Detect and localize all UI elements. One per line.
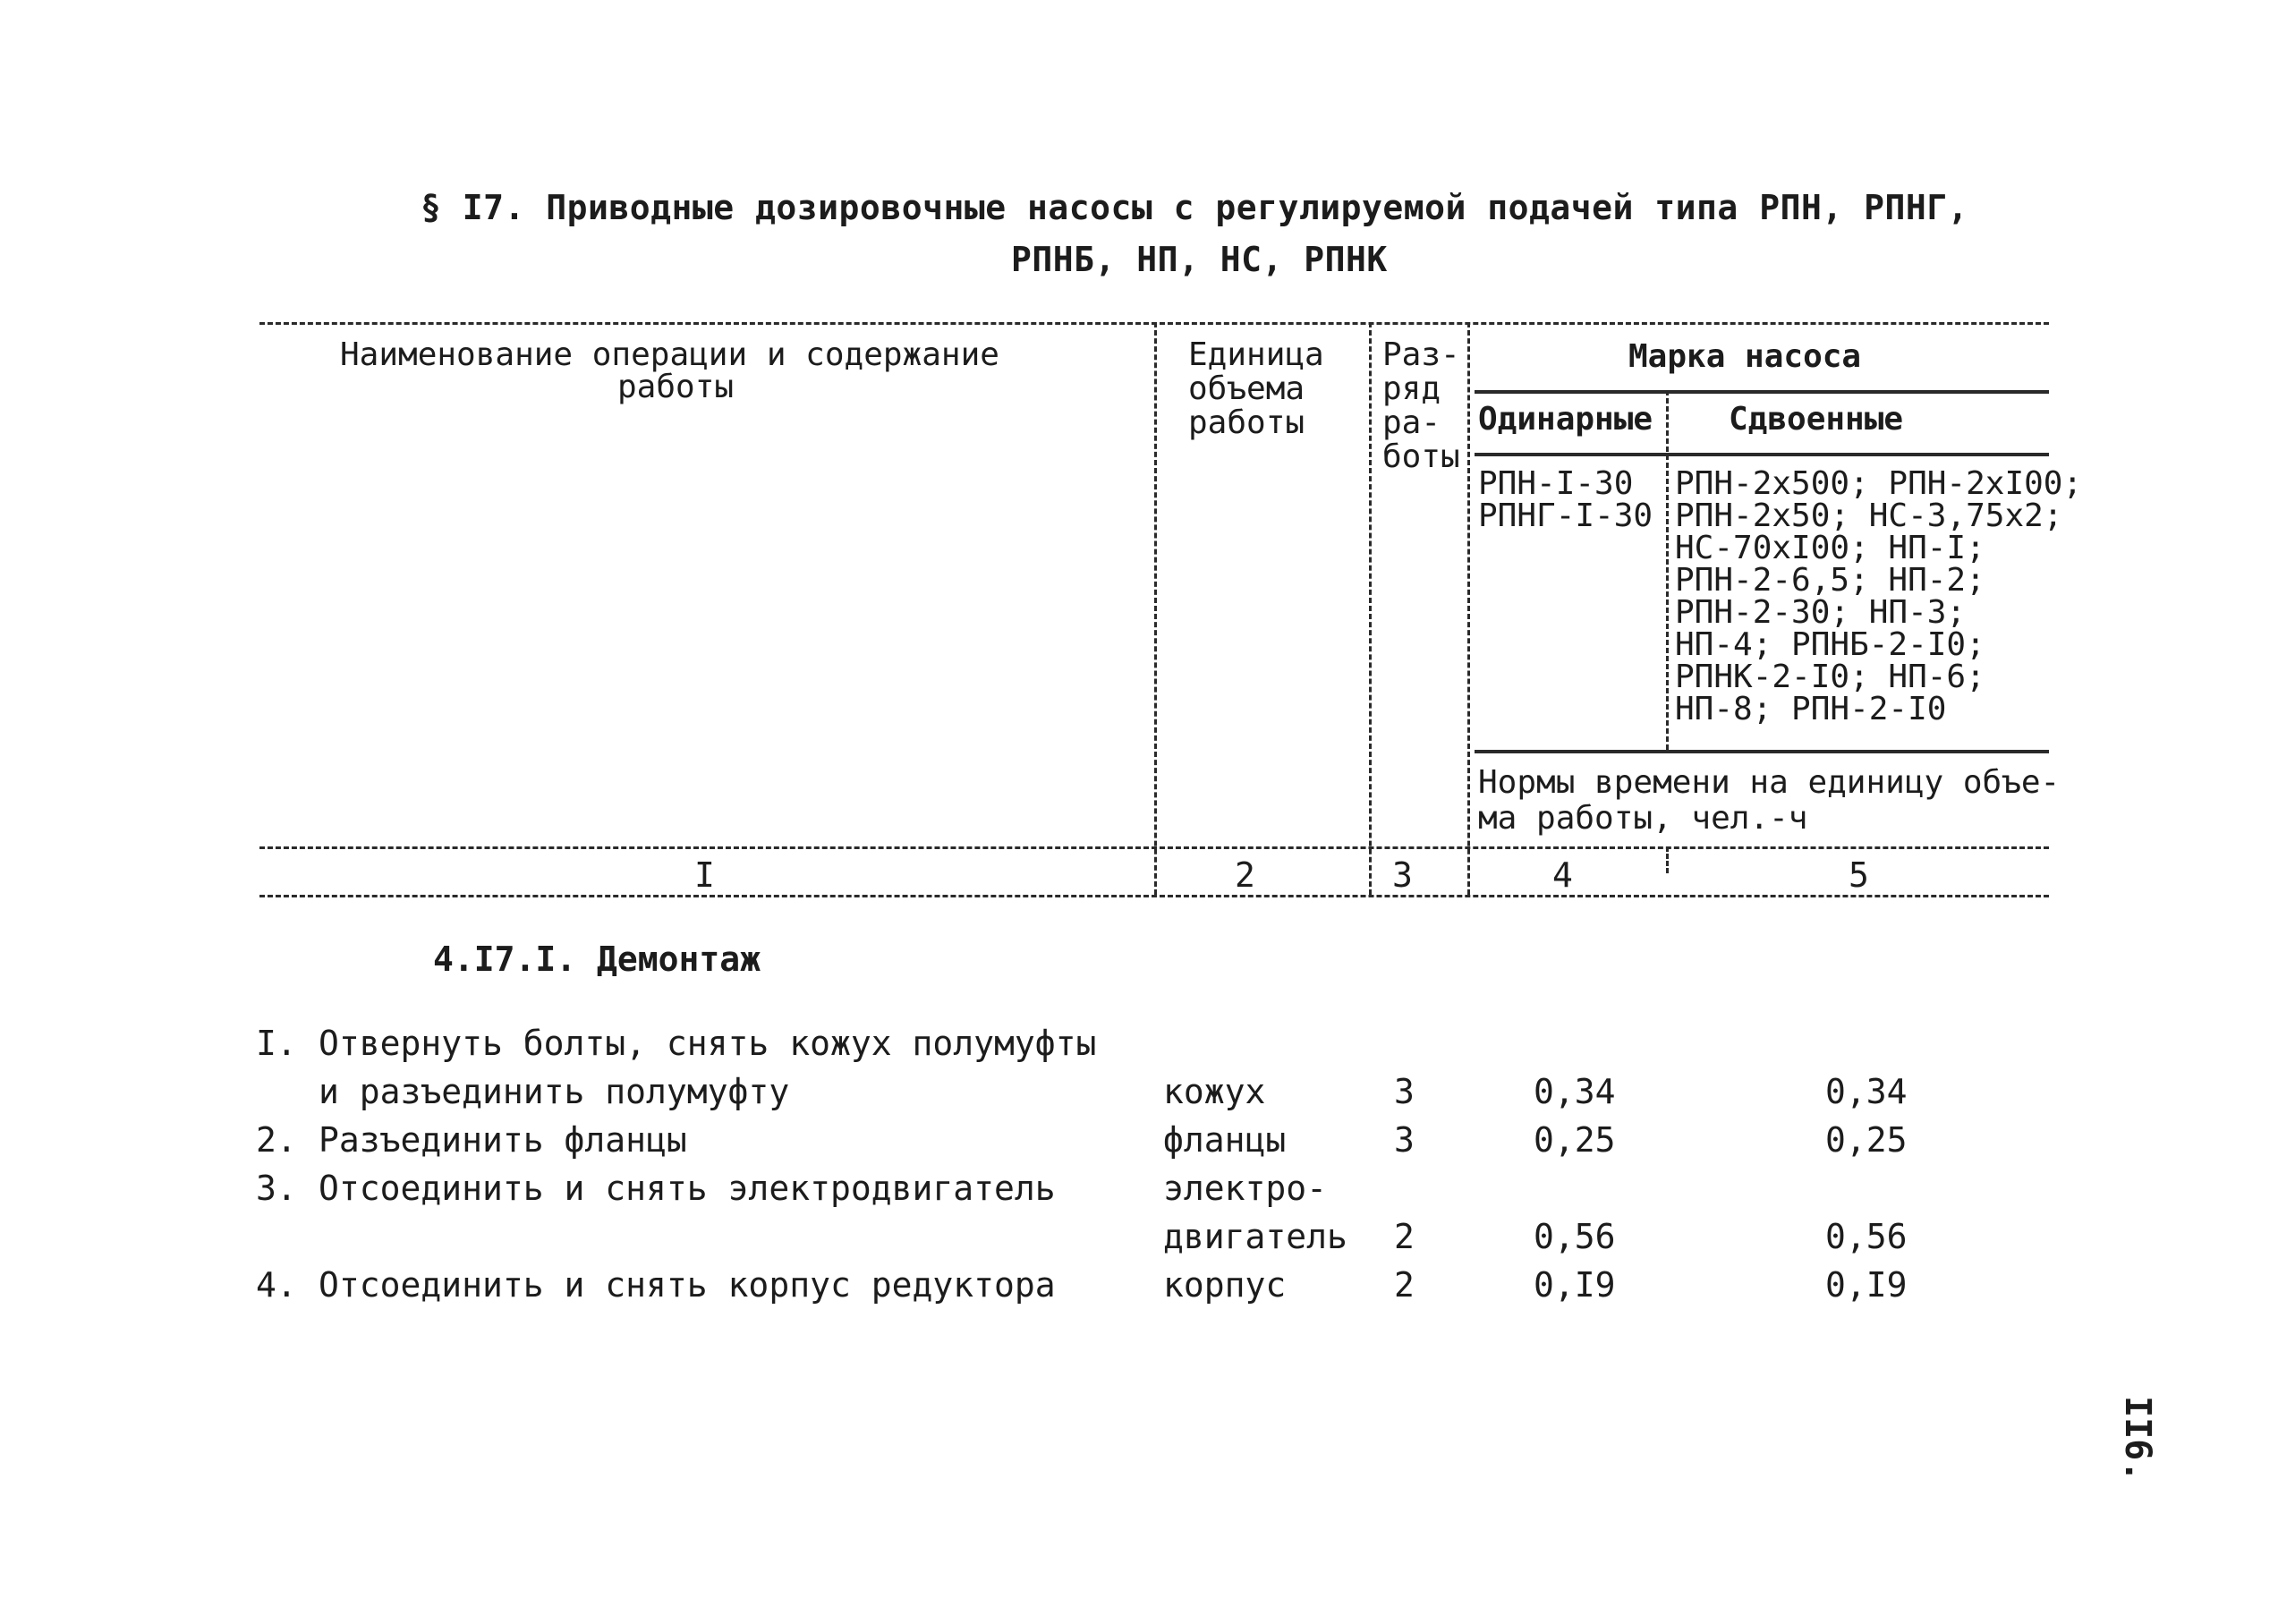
col-number-2: 2 (1235, 855, 1255, 895)
row-1-operation-line-2: и разъединить полумуфту (319, 1072, 790, 1111)
double-model-line-8: НП-8; РПН-2-I0 (1675, 691, 1947, 727)
row-1-operation-line-1: Отвернуть болты, снять кожух полумуфты (319, 1024, 1097, 1063)
row-1-unit: кожух (1163, 1072, 1266, 1111)
col-divider-1 (1154, 322, 1157, 895)
header-double: Сдвоенные (1729, 401, 1904, 438)
row-2-number: 2. (256, 1120, 297, 1160)
header-col3-line4: боты (1382, 438, 1460, 475)
row-2-operation: Разъединить фланцы (319, 1120, 687, 1160)
col-number-5: 5 (1849, 855, 1869, 895)
col-divider-4-numbers (1666, 846, 1669, 873)
col-divider-4 (1666, 390, 1669, 750)
row-4-operation: Отсоединить и снять корпус редуктора (319, 1265, 1056, 1305)
double-model-line-1: РПН-2х500; РПН-2хI00; (1675, 465, 2083, 502)
header-col2-line3: работы (1188, 404, 1305, 441)
row-3-single-norm: 0,56 (1534, 1217, 1616, 1256)
norms-line-2: ма работы, чел.-ч (1478, 800, 1808, 837)
brand-group-rule (1475, 390, 2049, 394)
header-single: Одинарные (1478, 401, 1653, 438)
col-divider-2 (1369, 322, 1372, 895)
header-col2-line1: Единица (1188, 336, 1324, 373)
col-number-4: 4 (1552, 855, 1573, 895)
double-model-line-6: НП-4; РПНБ-2-I0; (1675, 626, 1985, 663)
page-title-line-2: РПНБ, НП, НС, РПНК (1011, 240, 1388, 279)
header-col1-line1: Наименование операции и содержание (340, 336, 999, 373)
header-col2-line2: объема (1188, 370, 1305, 407)
col-number-1: I (694, 855, 715, 895)
norms-line-1: Нормы времени на единицу объе- (1478, 764, 2061, 801)
double-model-line-3: НС-70хI00; НП-I; (1675, 530, 1985, 566)
row-1-grade: 3 (1394, 1072, 1415, 1111)
single-model-1: РПН-I-30 (1478, 465, 1634, 502)
double-model-line-7: РПНК-2-I0; НП-6; (1675, 659, 1985, 695)
subheader-rule (1475, 453, 2049, 456)
row-4-double-norm: 0,I9 (1825, 1265, 1908, 1305)
row-3-number: 3. (256, 1169, 297, 1208)
double-model-line-4: РПН-2-6,5; НП-2; (1675, 562, 1985, 599)
header-col3-line2: ряд (1382, 370, 1441, 407)
header-col1-line2: работы (617, 369, 735, 405)
row-2-single-norm: 0,25 (1534, 1120, 1616, 1160)
row-3-grade: 2 (1394, 1217, 1415, 1256)
row-1-single-norm: 0,34 (1534, 1072, 1616, 1111)
models-bottom-rule (1475, 750, 2049, 753)
double-model-line-2: РПН-2х50; НС-3,75х2; (1675, 497, 2063, 534)
row-2-unit: фланцы (1163, 1120, 1287, 1160)
row-3-unit-line-2: двигатель (1163, 1217, 1347, 1256)
row-1-double-norm: 0,34 (1825, 1072, 1908, 1111)
row-4-single-norm: 0,I9 (1534, 1265, 1616, 1305)
page-title-line-1: § I7. Приводные дозировочные насосы с регулируемой подачей типа РПН, РПНГ, (421, 188, 1968, 227)
single-model-2: РПНГ-I-30 (1478, 497, 1653, 534)
row-1-number: I. (256, 1024, 297, 1063)
col-numbers-bottom-rule (259, 895, 2049, 897)
header-brand-group: Марка насоса (1628, 338, 1862, 375)
row-2-double-norm: 0,25 (1825, 1120, 1908, 1160)
row-3-double-norm: 0,56 (1825, 1217, 1908, 1256)
header-col3-line3: ра- (1382, 404, 1441, 441)
page-number: II6. (2117, 1396, 2158, 1483)
header-col3-line1: Раз- (1382, 336, 1460, 373)
row-2-grade: 3 (1394, 1120, 1415, 1160)
section-heading: 4.I7.I. Демонтаж (433, 940, 761, 979)
col-number-3: 3 (1392, 855, 1413, 895)
double-model-line-5: РПН-2-30; НП-3; (1675, 594, 1967, 631)
row-3-operation: Отсоединить и снять электродвигатель (319, 1169, 1056, 1208)
row-3-unit-line-1: электро- (1163, 1169, 1328, 1208)
row-4-unit: корпус (1163, 1265, 1287, 1305)
col-divider-3 (1467, 322, 1470, 895)
row-4-grade: 2 (1394, 1265, 1415, 1305)
row-4-number: 4. (256, 1265, 297, 1305)
